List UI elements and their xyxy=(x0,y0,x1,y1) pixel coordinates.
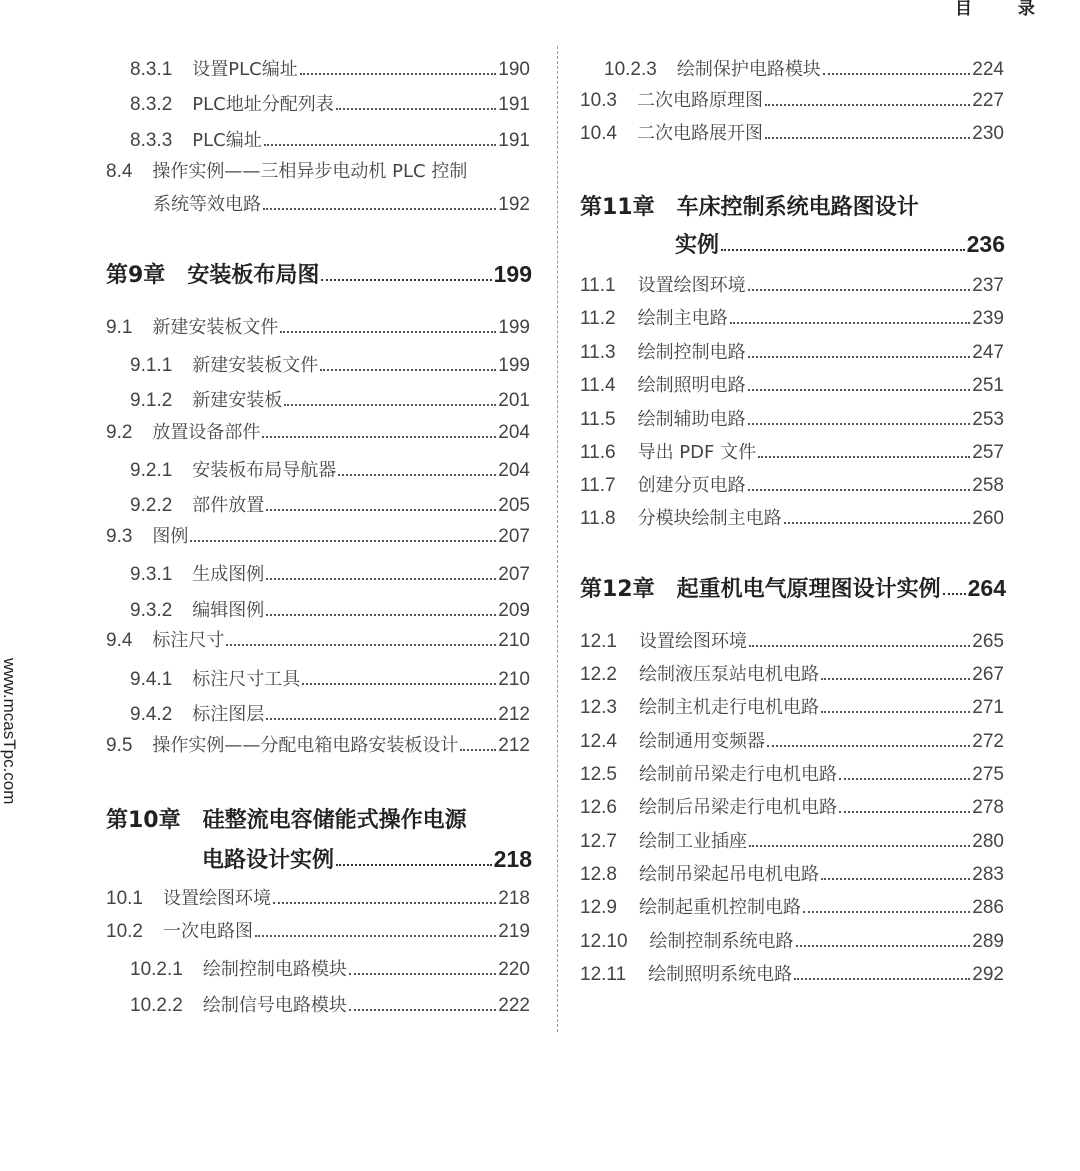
toc-entry[interactable]: 9.2.2 部件放置 205 xyxy=(130,495,530,516)
toc-entry[interactable]: 11.6 导出 PDF 文件 257 xyxy=(580,442,1004,463)
toc-entry[interactable]: 10.3 二次电路原理图 227 xyxy=(580,90,1004,111)
toc-entry[interactable]: 9.3 图例 207 xyxy=(106,526,530,547)
toc-entry[interactable]: 10.2 一次电路图 219 xyxy=(106,921,530,942)
toc-entry[interactable]: 12.2 绘制液压泵站电机电路 267 xyxy=(580,664,1004,685)
toc-entry[interactable]: 12.9 绘制起重机控制电路 286 xyxy=(580,897,1004,918)
toc-entry[interactable]: 12.10 绘制控制系统电路 289 xyxy=(580,931,1004,952)
column-divider xyxy=(557,46,558,1032)
toc-entry[interactable]: 11.1 设置绘图环境 237 xyxy=(580,275,1004,296)
toc-entry[interactable]: 11.5 绘制辅助电路 253 xyxy=(580,409,1004,430)
toc-entry-8-4-line2[interactable]: 系统等效电路 192 xyxy=(153,194,530,215)
toc-entry[interactable]: 11.8 分模块绘制主电路 260 xyxy=(580,508,1004,529)
toc-entry[interactable]: 9.1.1 新建安装板文件 199 xyxy=(130,355,530,376)
toc-entry[interactable]: 9.2 放置设备部件 204 xyxy=(106,422,530,443)
toc-entry[interactable]: 12.6 绘制后吊梁走行电机电路 278 xyxy=(580,797,1004,818)
toc-entry[interactable]: 12.4 绘制通用变频器 272 xyxy=(580,731,1004,752)
chapter-12-heading[interactable]: 第12章 起重机电气原理图设计实例 264 xyxy=(580,575,1006,602)
watermark: www.mcasTpc.com xyxy=(0,658,19,805)
toc-entry[interactable]: 9.1 新建安装板文件 199 xyxy=(106,317,530,338)
toc-entry[interactable]: 8.3.2 PLC地址分配列表 191 xyxy=(130,94,530,115)
chapter-11-heading-line2[interactable]: 实例 236 xyxy=(675,231,1005,258)
toc-entry[interactable]: 9.4 标注尺寸 210 xyxy=(106,630,530,651)
toc-entry[interactable]: 8.3.1 设置PLC编址 190 xyxy=(130,59,530,80)
toc-entry[interactable]: 10.4 二次电路展开图 230 xyxy=(580,123,1004,144)
chapter-10-heading-line1[interactable]: 第10章 硅整流电容储能式操作电源 xyxy=(106,808,467,833)
chapter-11-heading-line1[interactable]: 第11章 车床控制系统电路图设计 xyxy=(580,195,919,220)
toc-entry[interactable]: 12.1 设置绘图环境 265 xyxy=(580,631,1004,652)
toc-entry[interactable]: 9.5 操作实例——分配电箱电路安装板设计 212 xyxy=(106,735,530,756)
toc-entry[interactable]: 11.2 绘制主电路 239 xyxy=(580,308,1004,329)
toc-entry[interactable]: 9.2.1 安装板布局导航器 204 xyxy=(130,460,530,481)
toc-entry[interactable]: 9.3.1 生成图例 207 xyxy=(130,564,530,585)
toc-entry[interactable]: 11.3 绘制控制电路 247 xyxy=(580,342,1004,363)
toc-entry-8-4-line1[interactable]: 8.4 操作实例——三相异步电动机 PLC 控制 xyxy=(106,161,468,182)
toc-entry[interactable]: 10.2.2 绘制信号电路模块 222 xyxy=(130,995,530,1016)
chapter-10-heading-line2[interactable]: 电路设计实例 218 xyxy=(202,846,532,873)
toc-entry[interactable]: 12.3 绘制主机走行电机电路 271 xyxy=(580,697,1004,718)
page-header-title: 目 录 xyxy=(955,0,1055,19)
toc-entry[interactable]: 12.5 绘制前吊梁走行电机电路 275 xyxy=(580,764,1004,785)
toc-entry[interactable]: 12.7 绘制工业插座 280 xyxy=(580,831,1004,852)
toc-entry[interactable]: 10.1 设置绘图环境 218 xyxy=(106,888,530,909)
toc-entry[interactable]: 9.4.1 标注尺寸工具 210 xyxy=(130,669,530,690)
toc-entry[interactable]: 12.11 绘制照明系统电路 292 xyxy=(580,964,1004,985)
toc-entry[interactable]: 11.4 绘制照明电路 251 xyxy=(580,375,1004,396)
toc-entry[interactable]: 10.2.3 绘制保护电路模块 224 xyxy=(604,59,1004,80)
toc-entry[interactable]: 9.1.2 新建安装板 201 xyxy=(130,390,530,411)
toc-entry[interactable]: 9.4.2 标注图层 212 xyxy=(130,704,530,725)
toc-entry[interactable]: 10.2.1 绘制控制电路模块 220 xyxy=(130,959,530,980)
chapter-9-heading[interactable]: 第9章 安装板布局图 199 xyxy=(106,261,532,288)
toc-entry[interactable]: 8.3.3 PLC编址 191 xyxy=(130,130,530,151)
toc-entry[interactable]: 9.3.2 编辑图例 209 xyxy=(130,600,530,621)
toc-entry[interactable]: 11.7 创建分页电路 258 xyxy=(580,475,1004,496)
toc-entry[interactable]: 12.8 绘制吊梁起吊电机电路 283 xyxy=(580,864,1004,885)
